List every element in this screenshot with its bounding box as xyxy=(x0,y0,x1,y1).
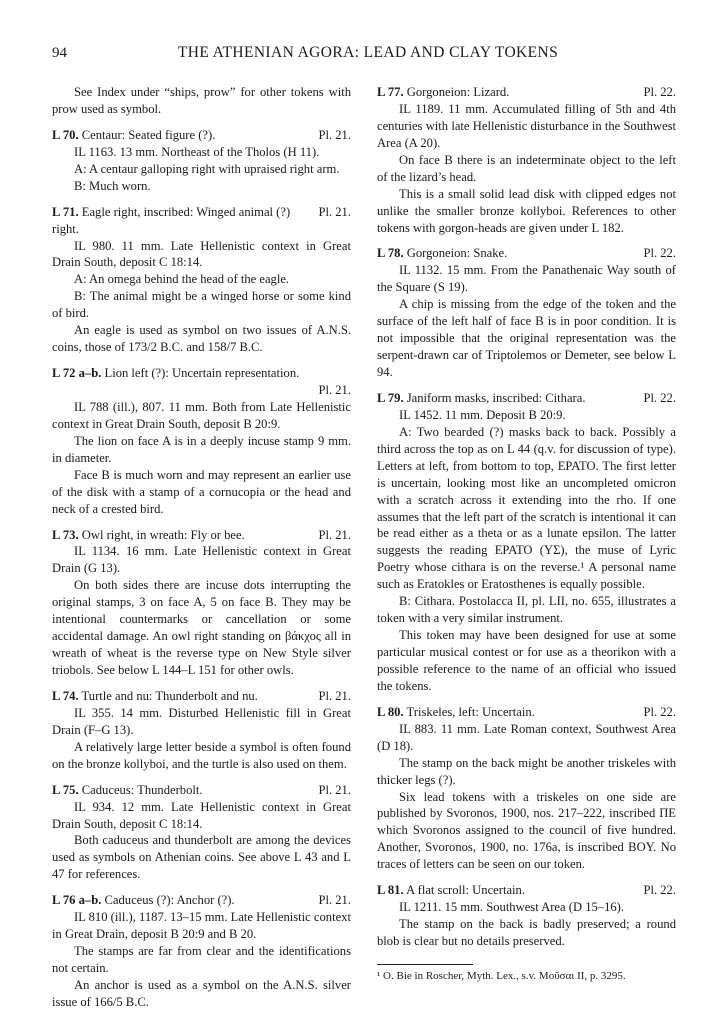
catalog-entry xyxy=(52,782,351,884)
catalog-entry xyxy=(52,688,351,773)
entry-title-line xyxy=(377,704,535,721)
catalog-entry xyxy=(377,882,676,950)
entry-id: L 70. xyxy=(52,127,79,142)
entry-paragraph: IL 934. 12 mm. Late Hellenistic context in Great Drain South, deposit C 18:14. xyxy=(52,799,351,831)
entry-plate: Pl. 21. xyxy=(318,782,351,797)
entry-id: L 78. xyxy=(377,246,404,261)
entry-paragraph: IL 980. 11 mm. Late Hellenistic context in Great Drain South, deposit C 18:14. xyxy=(52,238,351,270)
entry-title-line xyxy=(52,688,258,705)
entry-paragraph: On face B there is an indeterminate object to the left of the lizard’s head. xyxy=(377,152,676,184)
entry-plate: Pl. 22. xyxy=(643,883,676,898)
entry-plate: Pl. 21. xyxy=(318,688,351,703)
entry-id: L 72 a–b. xyxy=(52,366,102,381)
entry-paragraph: An anchor is used as a symbol on the A.N.S. silver issue of 166/5 B.C. xyxy=(52,977,351,1009)
catalog-entry xyxy=(52,365,351,517)
entry-id: L 81. xyxy=(377,883,404,898)
entry-paragraph: An eagle is used as symbol on two issues of A.N.S. coins, those of 173/2 B.C. and 158/7 B.C. xyxy=(52,323,351,355)
entry-paragraph: IL 1132. 15 mm. From the Panathenaic Way south of the Square (S 19). xyxy=(377,263,676,295)
entry-title-line xyxy=(377,84,509,101)
entry-paragraph: IL 883. 11 mm. Late Roman context, Southwest Area (D 18). xyxy=(377,721,676,753)
entry-paragraph: IL 1134. 16 mm. Late Hellenistic context in Great Drain (G 13). xyxy=(52,544,351,576)
entry-heading xyxy=(52,527,351,544)
right-column xyxy=(377,84,676,983)
intro-paragraph: See Index under “ships, prow” for other tokens with prow used as symbol. xyxy=(52,85,351,116)
entry-title: Caduceus (?): Anchor (?). xyxy=(104,893,235,908)
entry-title-line xyxy=(52,892,235,909)
entry-heading xyxy=(52,892,351,909)
catalog-entry xyxy=(52,527,351,679)
entry-paragraph: A: A centaur galloping right with upraised right arm. xyxy=(74,161,340,176)
entry-title: Caduceus: Thunderbolt. xyxy=(81,782,203,797)
footnote-text: ¹ O. Bie in Roscher, Myth. Lex., s.v. Μοῦσαι II, p. 3295. xyxy=(377,969,626,982)
footnote-block xyxy=(377,960,676,983)
entry-heading xyxy=(52,688,351,705)
entry-plate: Pl. 21. xyxy=(318,893,351,908)
entry-heading xyxy=(52,127,351,144)
entry-plate: Pl. 22. xyxy=(643,704,676,719)
entry-heading xyxy=(52,782,351,799)
entry-title: Turtle and nu: Thunderbolt and nu. xyxy=(81,688,258,703)
entry-id: L 74. xyxy=(52,688,79,703)
entry-id: L 76 a–b. xyxy=(52,893,102,908)
entry-paragraph: The stamp on the back is badly preserved; a round blob is clear but no details preserved. xyxy=(377,917,676,948)
entry-paragraph: IL 1452. 11 mm. Deposit B 20:9. xyxy=(399,407,566,422)
entry-title: Gorgoneion: Snake. xyxy=(406,246,508,261)
catalog-entry xyxy=(52,204,351,356)
entry-plate: Pl. 22. xyxy=(643,246,676,261)
entry-heading xyxy=(52,365,351,399)
entry-title-line xyxy=(52,782,203,799)
catalog-entry xyxy=(377,245,676,381)
entry-plate: Pl. 21. xyxy=(318,527,351,542)
entry-paragraph: Six lead tokens with a triskeles on one side are published by Svoronos, 1900, nos. 217–222, inscribed ΠΕ which Svoronos assigned to the council of five hundred. Another, Svoronos, 1900, no. 176a, is inscribed BOY. No traces of letters can be seen on our token. xyxy=(377,789,676,872)
entry-paragraph: A chip is missing from the edge of the token and the surface of the left half of face B is in poor condition. It is not impossible that the original representation was the serpent-drawn car of Triptolemos or Demeter, see below L 94. xyxy=(377,297,676,379)
entry-id: L 79. xyxy=(377,390,404,405)
two-column-body xyxy=(52,84,676,1011)
entry-paragraph: B: The animal might be a winged horse or some kind of bird. xyxy=(52,289,351,321)
entry-id: L 80. xyxy=(377,704,404,719)
catalog-entry xyxy=(377,390,676,695)
entry-title-line xyxy=(52,127,215,144)
entry-paragraph: A: Two bearded (?) masks back to back. Possibly a third across the top as on L 44 (q.v. for discussion of type). Letters at left, from bottom to top, EPATO. The first letter is uncertain, looking most like an uncompleted omicron with a scratch across it extending into the rho. If one assumes that the left part of the scratch is intentional it can be read either as a theta or as a lunate epsilon. The latter suggests the reading EPATO (YΣ), the muse of Lyric Poetry whose cithara is on the reverse.¹ A personal name such as Eratokles or Eratosthenes is equally possible. xyxy=(377,424,676,592)
entry-paragraph: IL 1211. 15 mm. Southwest Area (D 15–16). xyxy=(399,900,625,915)
entry-title: Owl right, in wreath: Fly or bee. xyxy=(81,527,245,542)
entry-paragraph: The stamp on the back might be another triskeles with thicker legs (?). xyxy=(377,755,676,787)
entry-title: Janiform masks, inscribed: Cithara. xyxy=(406,390,586,405)
page-number: 94 xyxy=(52,45,67,61)
entry-id: L 71. xyxy=(52,204,79,219)
page-header xyxy=(52,44,676,62)
entry-id: L 73. xyxy=(52,527,79,542)
entry-paragraph: B: Much worn. xyxy=(74,178,151,193)
entry-heading xyxy=(377,84,676,101)
entry-paragraph: Both caduceus and thunderbolt are among the devices used as symbols on Athenian coins. See above L 43 and L 47 for references. xyxy=(52,833,351,882)
entry-paragraph: IL 788 (ill.), 807. 11 mm. Both from Late Hellenistic context in Great Drain South, deposit B 20:9. xyxy=(52,399,351,431)
entry-plate: Pl. 21. xyxy=(318,204,351,219)
catalog-entry xyxy=(52,127,351,195)
entry-paragraph: IL 1189. 11 mm. Accumulated filling of 5th and 4th centuries with late Hellenistic disturbance in the Southwest Area (A 20). xyxy=(377,101,676,150)
entry-paragraph: B: Cithara. Postolacca II, pl. LII, no. 655, illustrates a token with a very similar instrument. xyxy=(377,594,676,626)
entry-title-line xyxy=(52,205,290,236)
entry-paragraph: IL 810 (ill.), 1187. 13–15 mm. Late Hellenistic context in Great Drain, deposit B 20:9 and B 20. xyxy=(52,910,351,942)
entry-id: L 77. xyxy=(377,85,404,99)
entry-plate: Pl. 21. xyxy=(318,127,351,142)
entry-paragraph: This token may have been designed for use at some particular musical contest or for use as a theorikon with a possible reference to the name of an official who issued the tokens. xyxy=(377,628,676,693)
entry-title-line xyxy=(52,366,299,380)
entry-heading xyxy=(377,704,676,721)
catalog-entry xyxy=(52,892,351,1011)
catalog-entry xyxy=(377,84,676,236)
entry-plate: Pl. 22. xyxy=(643,390,676,405)
entry-title: Triskeles, left: Uncertain. xyxy=(406,704,535,719)
entry-paragraph: On both sides there are incuse dots interrupting the original stamps, 3 on face A, 5 on face B. They may be intentional countermarks or cancellation or some accidental damage. An owl right standing on βάκχος all in wreath of wheat is the reverse type on New Style silver triobols. See below L 144–L 151 for other owls. xyxy=(52,578,351,677)
entry-paragraph: Face B is much worn and may represent an earlier use of the disk with a stamp of a cornucopia or the head and neck of a crested bird. xyxy=(52,467,351,516)
entry-title-line xyxy=(377,390,586,407)
entry-title: Gorgoneion: Lizard. xyxy=(406,85,510,99)
entry-paragraph: The stamps are far from clear and the identifications not certain. xyxy=(52,944,351,975)
entry-paragraph: A: An omega behind the head of the eagle. xyxy=(74,272,290,287)
left-column xyxy=(52,84,351,1011)
entry-title: Eagle right, inscribed: Winged animal (?) right. xyxy=(52,204,291,236)
entry-paragraph: A relatively large letter beside a symbol is often found on the bronze kollyboi, and the turtle is also used on them. xyxy=(52,739,351,771)
footnote-rule xyxy=(377,964,473,965)
running-title: THE ATHENIAN AGORA: LEAD AND CLAY TOKENS xyxy=(177,44,559,61)
entry-title-line xyxy=(377,245,507,262)
entry-heading xyxy=(377,245,676,262)
entry-title-line xyxy=(52,527,245,544)
entry-paragraph: The lion on face A is in a deeply incuse stamp 9 mm. in diameter. xyxy=(52,433,351,465)
entry-paragraph: IL 355. 14 mm. Disturbed Hellenistic fill in Great Drain (F–G 13). xyxy=(52,705,351,737)
entry-plate: Pl. 21. xyxy=(318,383,351,397)
entry-id: L 75. xyxy=(52,782,79,797)
entry-title: Lion left (?): Uncertain representation. xyxy=(104,366,300,381)
entry-heading xyxy=(377,882,676,899)
entry-heading xyxy=(377,390,676,407)
entry-plate: Pl. 22. xyxy=(643,85,676,99)
entry-title: A flat scroll: Uncertain. xyxy=(406,883,525,898)
entry-heading xyxy=(52,204,351,238)
entry-paragraph: This is a small solid lead disk with clipped edges not unlike the smaller bronze kollyboi. References to other tokens with gorgon-heads are given under L 182. xyxy=(377,186,676,235)
entry-paragraph: IL 1163. 13 mm. Northeast of the Tholos (H 11). xyxy=(74,144,320,159)
entry-title-line xyxy=(377,882,525,899)
entry-title: Centaur: Seated figure (?). xyxy=(81,127,216,142)
catalog-entry xyxy=(377,704,676,873)
